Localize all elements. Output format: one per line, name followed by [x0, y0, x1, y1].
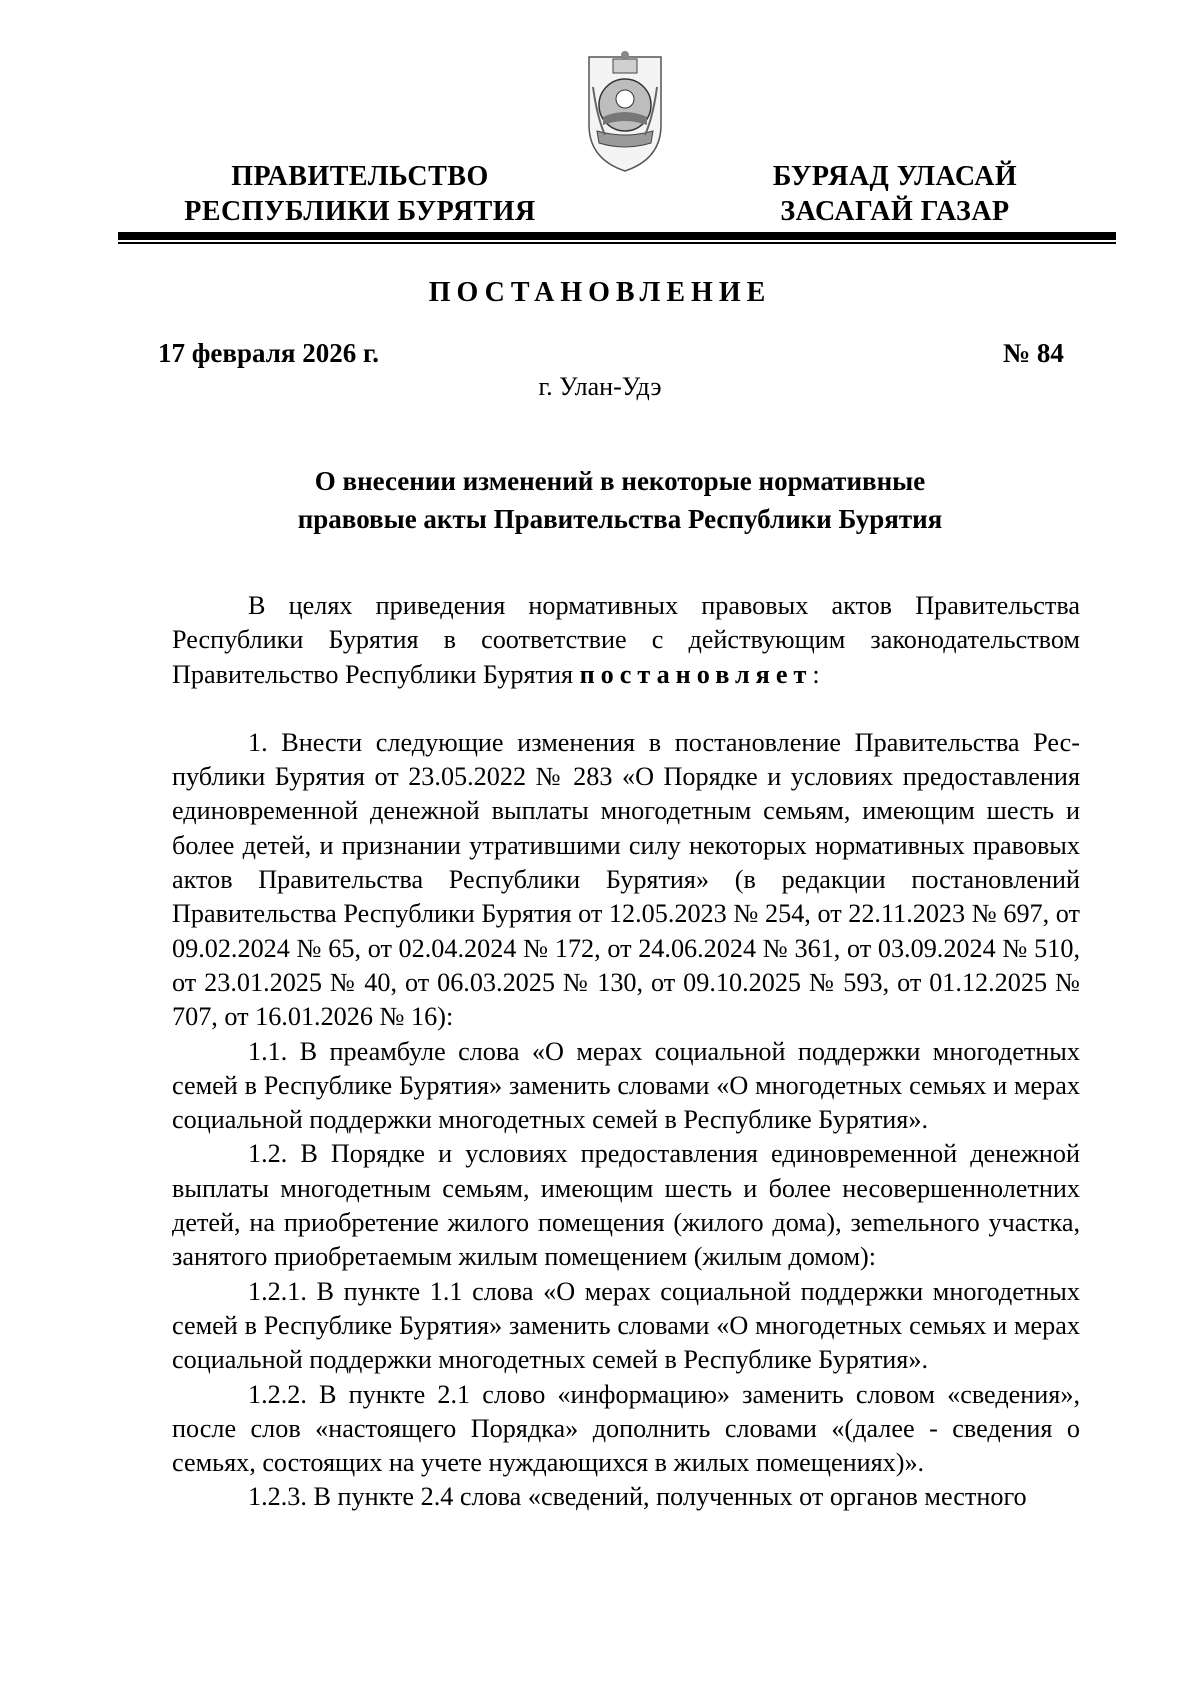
document-number: № 84: [1003, 338, 1064, 368]
document-type: ПОСТАНОВЛЕНИЕ: [428, 277, 772, 308]
paragraph-1-2-1: 1.2.1. В пункте 1.1 слова «О мерах социальной поддержки многодетных семей в Республике Бурятия» заменить словами «О многодетных семьях и мерах социальной поддержки многодетных семей в Республике Бурятия».: [172, 1276, 1080, 1375]
header-right-line2: ЗАСАГАЙ ГАЗАР: [780, 196, 1010, 227]
header-left-line2: РЕСПУБЛИКИ БУРЯТИЯ: [184, 196, 536, 227]
header-right-line1: БУРЯАД УЛАСАЙ: [772, 161, 1018, 192]
paragraph-1-2-2: 1.2.2. В пункте 2.1 слово «информацию» заменить словом «сведения», после слов «настоящего Порядка» дополнить словами «(далее - сведения о семьях, состоящих на учете нуждающихся в жилых помещениях)».: [172, 1379, 1080, 1478]
preamble-keyword: постановляет: [579, 659, 813, 689]
header-divider-thin: [118, 242, 1116, 244]
paragraph-1-2: 1.2. В Порядке и условиях предоставления единовременной денежной выплаты многодетным семьям, имеющим шесть и более несовершеннолетних детей, на приобретение жилого помещения (жилого дома), зеmельного участка, занятого приобретаемым жилым помещением (жилым домом):: [172, 1139, 1080, 1272]
document-date: 17 февраля 2026 г.: [158, 338, 379, 368]
paragraph-1-1: 1.1. В преамбуле слова «О мерах социальной поддержки многодетных семей в Республике Бурятия» заменить словами «О многодетных семьях и мерах социальной поддержки многодетных семей в Республике Бурятия».: [172, 1036, 1080, 1135]
preamble-end: :: [812, 659, 820, 689]
document-title: [200, 462, 1040, 538]
document-city: г. Улан-Удэ: [538, 372, 662, 401]
document-body: [172, 589, 1080, 1515]
header-left-line1: ПРАВИТЕЛЬСТВО: [231, 161, 489, 192]
paragraph-1: 1. Внести следующие изменения в постановление Правительства Республики Бурятия от 23.05.2022 № 283 «О Порядке и условиях предоставления единовременной денежной выплаты многодетным семьям, имеющим шесть и более детей, и признании утратившими силу некоторых нормативных правовых актов Правительства Республики Бурятия» (в редакции постановлений Правительства Республики Бурятия от 12.05.2023 № 254, от 22.11.2023 № 697, от 09.02.2024 № 65, от 02.04.2024 № 172, от 24.06.2024 № 361, от 03.09.2024 № 510, от 23.01.2025 № 40, от 06.03.2025 № 130, от 09.10.2025 № 593, от 01.12.2025 № 707, от 16.01.2026 № 16):: [172, 727, 1080, 1032]
header-right: [750, 159, 1040, 229]
header-divider-thick: [118, 232, 1116, 240]
preamble-paragraph: [172, 589, 1080, 692]
paragraph-1-2-3: 1.2.3. В пункте 2.4 слова «сведений, полученных от органов местного: [248, 1482, 1027, 1512]
preamble-text: В целях приведения нормативных правовых актов Правительства Республики Бурятия в соответствие с действующим законодательством Правительство Республики Бурятия: [172, 591, 1080, 689]
coat-of-arms-icon: [583, 47, 667, 175]
title-line2: правовые акты Правительства Республики Бурятия: [297, 504, 943, 534]
header-left: [160, 159, 560, 229]
title-line1: О внесении изменений в некоторые нормативные: [314, 466, 926, 496]
